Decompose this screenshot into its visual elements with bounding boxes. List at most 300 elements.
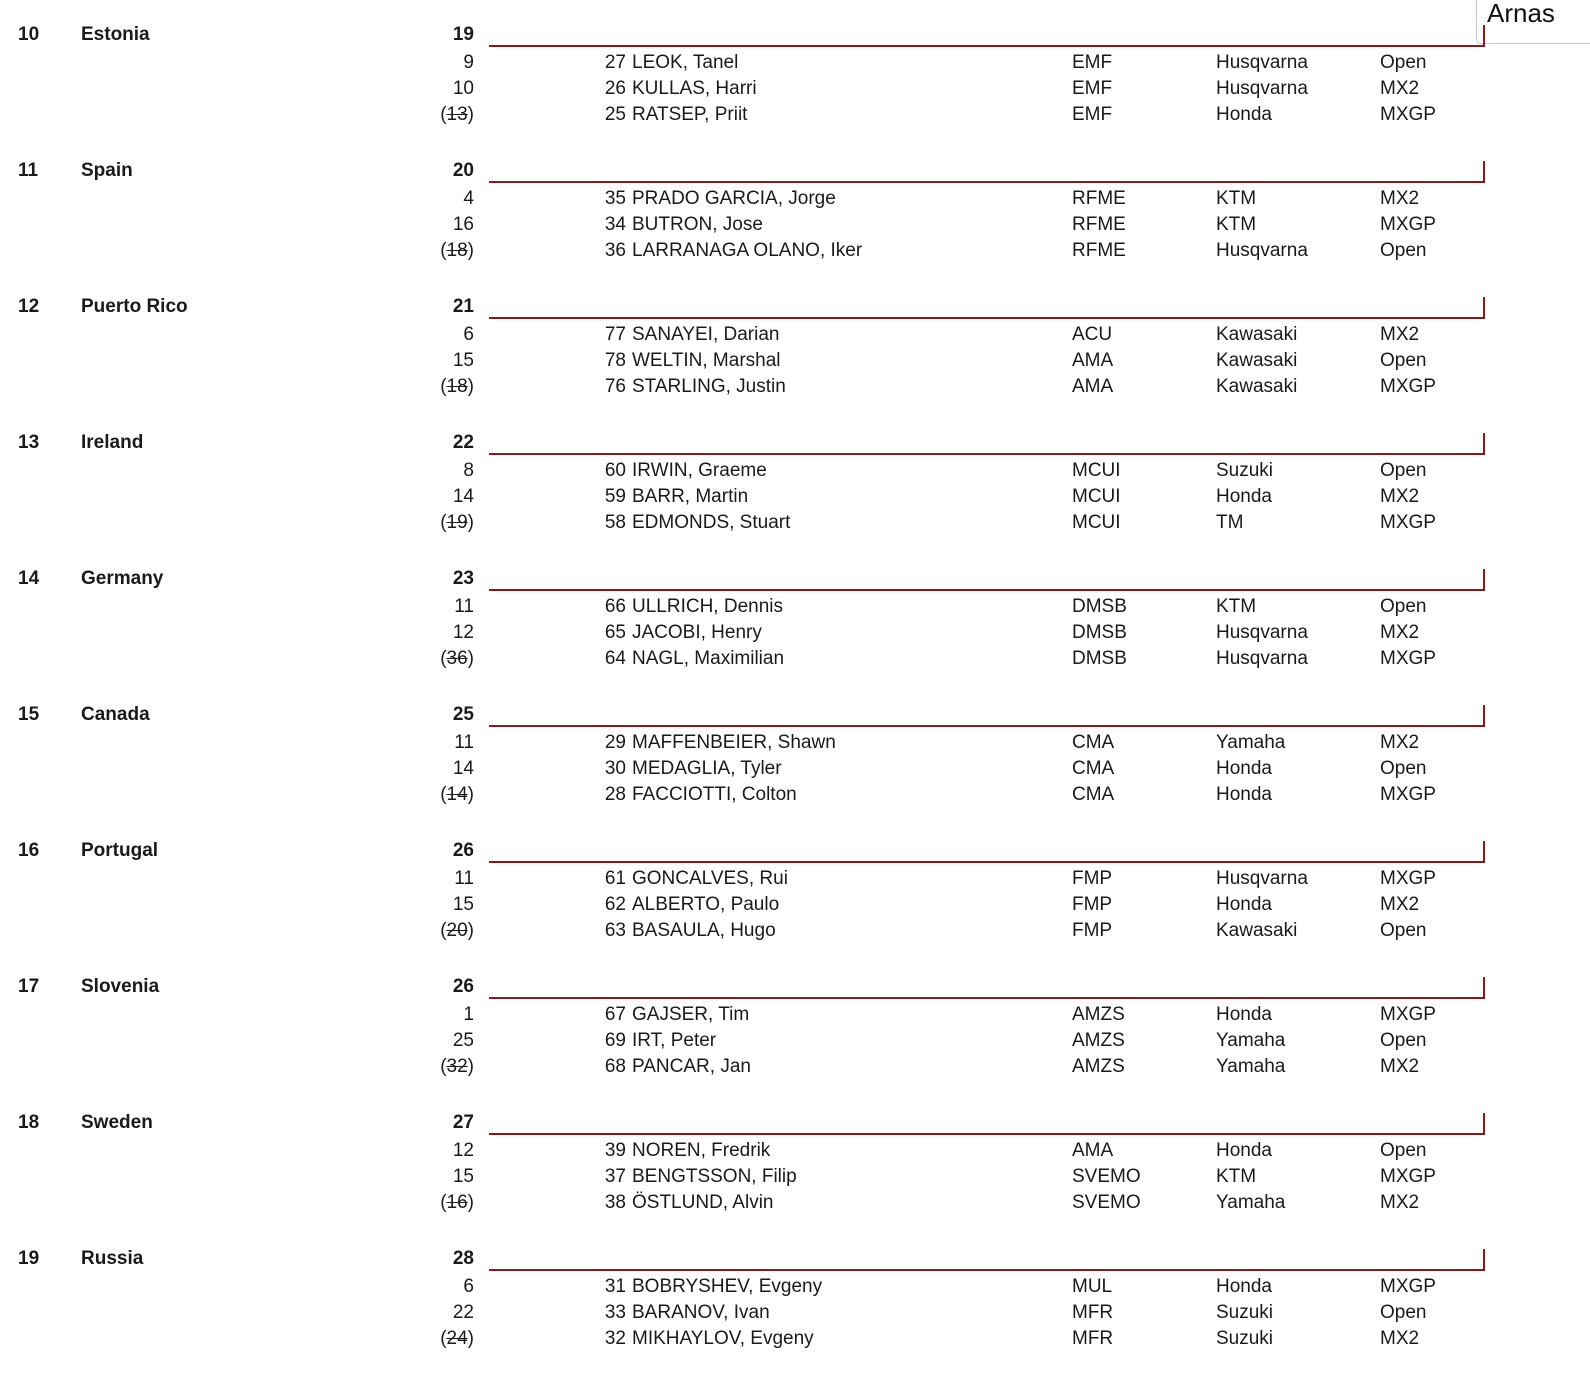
rider-number: 76: [604, 376, 626, 397]
team-header: [0, 428, 1590, 458]
team-header: [0, 836, 1590, 866]
dropped-score-value: 14: [446, 784, 468, 805]
rider-row: [0, 594, 1590, 620]
team-total-points: 19: [452, 24, 474, 45]
paren-open: (: [440, 376, 447, 397]
rider-bike: Honda: [1216, 1004, 1272, 1025]
rider-bike: Kawasaki: [1216, 350, 1298, 371]
paren-open: (: [440, 240, 447, 261]
team-nation: Canada: [81, 704, 150, 725]
rider-row: [0, 212, 1590, 238]
rider-row: [0, 322, 1590, 348]
dropped-score-value: 18: [446, 376, 468, 397]
rider-row: [0, 782, 1590, 808]
dropped-score-value: 20: [446, 920, 468, 941]
rider-name: BENGTSSON, Filip: [632, 1166, 797, 1187]
rider-row: [0, 1164, 1590, 1190]
paren-open: (: [440, 1192, 447, 1213]
rider-name: GAJSER, Tim: [632, 1004, 750, 1025]
team-nation: Sweden: [81, 1112, 153, 1133]
paren-close: ): [467, 1328, 474, 1349]
rider-number: 37: [604, 1166, 626, 1187]
rider-name: BASAULA, Hugo: [632, 920, 776, 941]
rider-number: 60: [604, 460, 626, 481]
rider-class: MXGP: [1380, 1166, 1436, 1187]
rider-row: [0, 374, 1590, 400]
team-nation: Ireland: [81, 432, 144, 453]
rider-number: 39: [604, 1140, 626, 1161]
rider-federation: DMSB: [1072, 648, 1127, 669]
rider-bike: Honda: [1216, 758, 1272, 779]
paren-open: (: [440, 1328, 447, 1349]
team-position: 17: [18, 976, 40, 997]
rider-class: MXGP: [1380, 104, 1436, 125]
rider-federation: FMP: [1072, 920, 1113, 941]
rider-number: 66: [604, 596, 626, 617]
rider-points: 14: [452, 486, 474, 507]
rider-bike: Honda: [1216, 1276, 1272, 1297]
rider-class: MX2: [1380, 1192, 1420, 1213]
rider-row: [0, 1138, 1590, 1164]
rider-number: 58: [604, 512, 626, 533]
rider-class: MX2: [1380, 894, 1420, 915]
rider-points: 4: [463, 188, 474, 209]
rider-row: [0, 1300, 1590, 1326]
rider-points: 11: [454, 596, 474, 617]
team-total-points: 23: [452, 568, 474, 589]
team-nation: Portugal: [81, 840, 159, 861]
rider-class: Open: [1380, 920, 1427, 941]
rider-number: 38: [604, 1192, 626, 1213]
team-divider-tick: [1483, 161, 1485, 183]
rider-points: 8: [463, 460, 474, 481]
rider-name: MEDAGLIA, Tyler: [632, 758, 782, 779]
team-position: 16: [18, 840, 40, 861]
rider-number: 28: [604, 784, 626, 805]
rider-bike: Honda: [1216, 104, 1272, 125]
rider-bike: Husqvarna: [1216, 240, 1308, 261]
team-divider: [489, 997, 1485, 999]
rider-dropped-points: [398, 918, 474, 944]
team-total-points: 26: [452, 840, 474, 861]
team-block: [0, 972, 1590, 1108]
team-total-points: 21: [452, 296, 474, 317]
rider-class: Open: [1380, 758, 1427, 779]
rider-number: 35: [604, 188, 626, 209]
team-header: [0, 292, 1590, 322]
rider-bike: Suzuki: [1216, 460, 1274, 481]
rider-points: 6: [463, 1276, 474, 1297]
rider-name: MIKHAYLOV, Evgeny: [632, 1328, 814, 1349]
paren-open: (: [440, 104, 447, 125]
team-nation: Germany: [81, 568, 164, 589]
rider-class: MXGP: [1380, 868, 1436, 889]
rider-number: 69: [604, 1030, 626, 1051]
dropped-score-value: 16: [446, 1192, 468, 1213]
team-divider-tick: [1483, 297, 1485, 319]
rider-number: 36: [604, 240, 626, 261]
rider-name: ULLRICH, Dennis: [632, 596, 783, 617]
rider-dropped-points: [398, 1054, 474, 1080]
team-divider: [489, 45, 1485, 47]
rider-name: BARANOV, Ivan: [632, 1302, 770, 1323]
rider-name: PANCAR, Jan: [632, 1056, 751, 1077]
paren-close: ): [467, 512, 474, 533]
paren-close: ): [467, 648, 474, 669]
rider-row: [0, 238, 1590, 264]
rider-federation: AMA: [1072, 350, 1114, 371]
team-nation: Spain: [81, 160, 133, 181]
dropped-score-value: 18: [446, 240, 468, 261]
rider-name: JACOBI, Henry: [632, 622, 762, 643]
rider-name: STARLING, Justin: [632, 376, 786, 397]
rider-row: [0, 348, 1590, 374]
rider-federation: EMF: [1072, 104, 1113, 125]
rider-class: MX2: [1380, 486, 1420, 507]
dropped-score-value: 32: [446, 1056, 468, 1077]
rider-number: 59: [604, 486, 626, 507]
rider-number: 30: [604, 758, 626, 779]
rider-number: 61: [604, 868, 626, 889]
paren-close: ): [467, 920, 474, 941]
rider-dropped-points: [398, 1326, 474, 1352]
rider-name: IRWIN, Graeme: [632, 460, 767, 481]
rider-number: 25: [604, 104, 626, 125]
rider-bike: Honda: [1216, 486, 1272, 507]
rider-row: [0, 484, 1590, 510]
rider-class: Open: [1380, 596, 1427, 617]
rider-bike: Yamaha: [1216, 1056, 1286, 1077]
team-block: [0, 428, 1590, 564]
rider-number: 33: [604, 1302, 626, 1323]
rider-class: MX2: [1380, 324, 1420, 345]
rider-federation: MCUI: [1072, 512, 1121, 533]
rider-row: [0, 186, 1590, 212]
rider-bike: KTM: [1216, 214, 1257, 235]
rider-class: MX2: [1380, 1056, 1420, 1077]
paren-close: ): [467, 240, 474, 261]
rider-federation: RFME: [1072, 188, 1126, 209]
rider-name: PRADO GARCIA, Jorge: [632, 188, 836, 209]
rider-bike: Suzuki: [1216, 1328, 1274, 1349]
team-header: [0, 700, 1590, 730]
rider-points: 12: [452, 622, 474, 643]
rider-name: LEOK, Tanel: [632, 52, 739, 73]
rider-number: 65: [604, 622, 626, 643]
team-divider-tick: [1483, 977, 1485, 999]
team-divider: [489, 453, 1485, 455]
rider-bike: KTM: [1216, 1166, 1257, 1187]
team-position: 18: [18, 1112, 40, 1133]
paren-open: (: [440, 784, 447, 805]
rider-dropped-points: [398, 646, 474, 672]
rider-number: 29: [604, 732, 626, 753]
rider-row: [0, 1326, 1590, 1352]
rider-points: 6: [463, 324, 474, 345]
rider-name: RATSEP, Priit: [632, 104, 748, 125]
rider-number: 32: [604, 1328, 626, 1349]
rider-bike: Husqvarna: [1216, 648, 1308, 669]
rider-name: LARRANAGA OLANO, Iker: [632, 240, 863, 261]
rider-points: 15: [452, 894, 474, 915]
rider-row: [0, 510, 1590, 536]
rider-row: [0, 76, 1590, 102]
team-position: 11: [18, 160, 39, 181]
paren-close: ): [467, 1056, 474, 1077]
team-position: 12: [18, 296, 40, 317]
team-block: [0, 700, 1590, 836]
rider-dropped-points: [398, 782, 474, 808]
rider-number: 68: [604, 1056, 626, 1077]
rider-class: Open: [1380, 1030, 1427, 1051]
rider-dropped-points: [398, 1190, 474, 1216]
rider-federation: CMA: [1072, 732, 1115, 753]
rider-federation: RFME: [1072, 240, 1126, 261]
paren-open: (: [440, 512, 447, 533]
rider-points: 12: [452, 1140, 474, 1161]
rider-name: FACCIOTTI, Colton: [632, 784, 797, 805]
rider-dropped-points: [398, 238, 474, 264]
rider-bike: Kawasaki: [1216, 324, 1298, 345]
rider-federation: SVEMO: [1072, 1192, 1141, 1213]
team-divider: [489, 725, 1485, 727]
rider-class: MXGP: [1380, 512, 1436, 533]
team-position: 13: [18, 432, 40, 453]
team-divider-tick: [1483, 569, 1485, 591]
rider-bike: KTM: [1216, 188, 1257, 209]
rider-federation: RFME: [1072, 214, 1126, 235]
rider-row: [0, 866, 1590, 892]
rider-number: 78: [604, 350, 626, 371]
rider-federation: CMA: [1072, 758, 1115, 779]
dropped-score-value: 24: [446, 1328, 468, 1349]
rider-federation: MCUI: [1072, 486, 1121, 507]
rider-class: MXGP: [1380, 376, 1436, 397]
rider-federation: AMZS: [1072, 1004, 1125, 1025]
team-header: [0, 972, 1590, 1002]
team-total-points: 22: [452, 432, 474, 453]
rider-bike: Honda: [1216, 894, 1272, 915]
team-block: [0, 836, 1590, 972]
paren-open: (: [440, 648, 447, 669]
team-position: 14: [18, 568, 40, 589]
rider-class: MX2: [1380, 188, 1420, 209]
team-divider-tick: [1483, 1113, 1485, 1135]
team-block: [0, 292, 1590, 428]
rider-points: 10: [452, 78, 474, 99]
rider-bike: Yamaha: [1216, 732, 1286, 753]
rider-row: [0, 1002, 1590, 1028]
rider-dropped-points: [398, 374, 474, 400]
team-header: [0, 1244, 1590, 1274]
rider-class: MX2: [1380, 1328, 1420, 1349]
team-divider: [489, 181, 1485, 183]
team-nation: Russia: [81, 1248, 144, 1269]
rider-class: MXGP: [1380, 214, 1436, 235]
rider-class: Open: [1380, 1302, 1427, 1323]
rider-class: MX2: [1380, 732, 1420, 753]
team-block: [0, 1108, 1590, 1244]
paren-close: ): [467, 784, 474, 805]
rider-row: [0, 1190, 1590, 1216]
rider-row: [0, 1028, 1590, 1054]
rider-bike: Suzuki: [1216, 1302, 1274, 1323]
rider-row: [0, 918, 1590, 944]
rider-class: Open: [1380, 1140, 1427, 1161]
dropped-score-value: 19: [446, 512, 468, 533]
rider-name: ÖSTLUND, Alvin: [632, 1192, 774, 1213]
paren-close: ): [467, 104, 474, 125]
dropped-score-value: 13: [446, 104, 468, 125]
rider-row: [0, 102, 1590, 128]
rider-bike: Husqvarna: [1216, 868, 1308, 889]
rider-class: Open: [1380, 460, 1427, 481]
rider-name: MAFFENBEIER, Shawn: [632, 732, 836, 753]
team-divider: [489, 317, 1485, 319]
rider-federation: DMSB: [1072, 622, 1127, 643]
rider-bike: Kawasaki: [1216, 376, 1298, 397]
team-divider-tick: [1483, 841, 1485, 863]
rider-name: BOBRYSHEV, Evgeny: [632, 1276, 823, 1297]
corner-tag[interactable]: Arnas: [1476, 0, 1590, 44]
rider-points: 11: [454, 732, 474, 753]
rider-points: 14: [452, 758, 474, 779]
rider-points: 15: [452, 350, 474, 371]
team-divider-tick: [1483, 433, 1485, 455]
team-nation: Estonia: [81, 24, 150, 45]
rider-name: SANAYEI, Darian: [632, 324, 780, 345]
rider-class: Open: [1380, 240, 1427, 261]
rider-class: MXGP: [1380, 648, 1436, 669]
rider-federation: MFR: [1072, 1328, 1114, 1349]
paren-close: ): [467, 376, 474, 397]
rider-federation: FMP: [1072, 868, 1113, 889]
team-header: [0, 564, 1590, 594]
rider-row: [0, 458, 1590, 484]
rider-class: MXGP: [1380, 1276, 1436, 1297]
rider-class: Open: [1380, 52, 1427, 73]
rider-federation: AMZS: [1072, 1030, 1125, 1051]
team-block: [0, 156, 1590, 292]
team-block: [0, 564, 1590, 700]
rider-federation: AMA: [1072, 1140, 1114, 1161]
rider-row: [0, 892, 1590, 918]
rider-federation: MUL: [1072, 1276, 1113, 1297]
rider-dropped-points: [398, 102, 474, 128]
rider-points: 1: [463, 1004, 474, 1025]
rider-name: KULLAS, Harri: [632, 78, 757, 99]
rider-points: 11: [454, 868, 474, 889]
rider-name: NAGL, Maximilian: [632, 648, 785, 669]
rider-federation: DMSB: [1072, 596, 1127, 617]
rider-federation: CMA: [1072, 784, 1115, 805]
rider-class: MX2: [1380, 622, 1420, 643]
rider-row: [0, 1054, 1590, 1080]
rider-dropped-points: [398, 510, 474, 536]
rider-number: 64: [604, 648, 626, 669]
rider-row: [0, 730, 1590, 756]
rider-points: 9: [463, 52, 474, 73]
rider-name: BARR, Martin: [632, 486, 749, 507]
team-block: [0, 1244, 1590, 1380]
rider-number: 31: [604, 1276, 626, 1297]
rider-bike: Yamaha: [1216, 1192, 1286, 1213]
team-total-points: 28: [452, 1248, 474, 1269]
rider-number: 26: [604, 78, 626, 99]
rider-row: [0, 50, 1590, 76]
rider-number: 77: [604, 324, 626, 345]
rider-bike: KTM: [1216, 596, 1257, 617]
team-total-points: 26: [452, 976, 474, 997]
team-nation: Slovenia: [81, 976, 160, 997]
paren-open: (: [440, 920, 447, 941]
team-divider: [489, 589, 1485, 591]
rider-name: GONCALVES, Rui: [632, 868, 788, 889]
rider-name: EDMONDS, Stuart: [632, 512, 791, 533]
rider-federation: MFR: [1072, 1302, 1114, 1323]
rider-row: [0, 620, 1590, 646]
team-divider-tick: [1483, 705, 1485, 727]
team-divider-tick: [1483, 25, 1485, 47]
paren-open: (: [440, 1056, 447, 1077]
rider-name: NOREN, Fredrik: [632, 1140, 771, 1161]
rider-row: [0, 646, 1590, 672]
dropped-score-value: 36: [446, 648, 468, 669]
team-header: [0, 20, 1590, 50]
rider-federation: EMF: [1072, 78, 1113, 99]
rider-name: BUTRON, Jose: [632, 214, 763, 235]
rider-bike: Husqvarna: [1216, 622, 1308, 643]
rider-name: ALBERTO, Paulo: [632, 894, 780, 915]
team-total-points: 20: [452, 160, 474, 181]
rider-class: MX2: [1380, 78, 1420, 99]
rider-row: [0, 756, 1590, 782]
rider-bike: TM: [1216, 512, 1244, 533]
rider-class: MXGP: [1380, 1004, 1436, 1025]
rider-bike: Yamaha: [1216, 1030, 1286, 1051]
standings-list: [0, 20, 1590, 1380]
rider-class: MXGP: [1380, 784, 1436, 805]
rider-name: IRT, Peter: [632, 1030, 717, 1051]
rider-points: 16: [452, 214, 474, 235]
rider-bike: Honda: [1216, 784, 1272, 805]
rider-federation: ACU: [1072, 324, 1113, 345]
rider-number: 63: [604, 920, 626, 941]
team-divider: [489, 1133, 1485, 1135]
team-header: [0, 1108, 1590, 1138]
rider-number: 27: [604, 52, 626, 73]
rider-federation: AMZS: [1072, 1056, 1125, 1077]
rider-federation: AMA: [1072, 376, 1114, 397]
team-divider: [489, 1269, 1485, 1271]
team-position: 10: [18, 24, 40, 45]
rider-bike: Honda: [1216, 1140, 1272, 1161]
team-position: 19: [18, 1248, 40, 1269]
rider-points: 15: [452, 1166, 474, 1187]
rider-class: Open: [1380, 350, 1427, 371]
rider-number: 62: [604, 894, 626, 915]
team-block: [0, 20, 1590, 156]
rider-federation: MCUI: [1072, 460, 1121, 481]
rider-federation: EMF: [1072, 52, 1113, 73]
rider-number: 67: [604, 1004, 626, 1025]
rider-bike: Husqvarna: [1216, 78, 1308, 99]
rider-federation: FMP: [1072, 894, 1113, 915]
rider-row: [0, 1274, 1590, 1300]
team-total-points: 27: [452, 1112, 474, 1133]
rider-federation: SVEMO: [1072, 1166, 1141, 1187]
team-total-points: 25: [452, 704, 474, 725]
